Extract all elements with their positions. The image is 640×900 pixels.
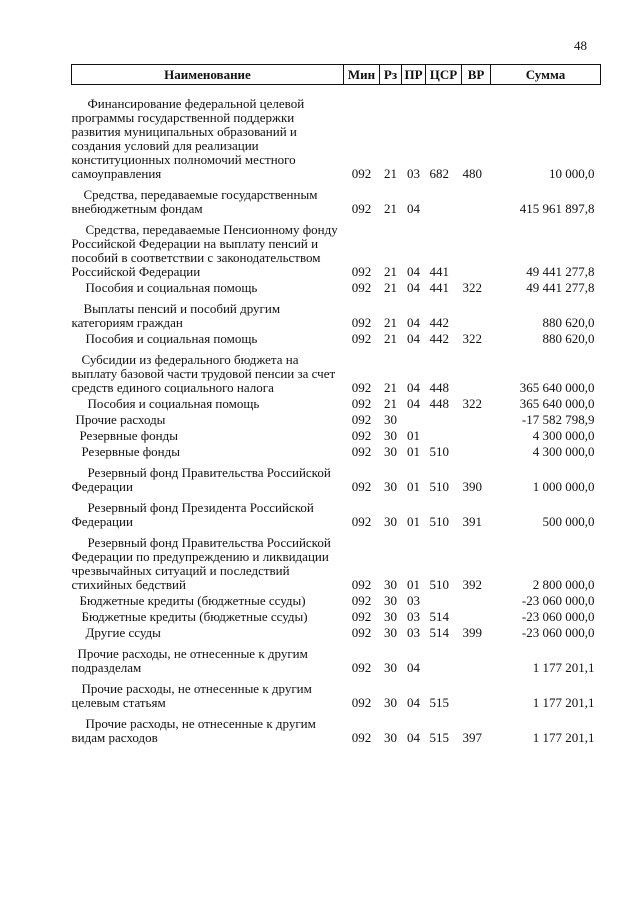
row-csr: 515 [429,730,449,745]
row-sum: 10 000,0 [549,166,595,181]
budget-table [71,64,601,747]
row-name: Пособия и социальная помощь [85,280,258,295]
row-vr [462,677,491,712]
row-csr [426,429,462,445]
row-sum: -23 060 000,0 [521,609,595,624]
row-name: Финансирование федеральной целевой программы государственной поддержки развития муниципальных образований и создания условий для реализации конституционных полномочий местного самоуправления [71,96,305,181]
row-name: Субсидии из федерального бюджета на выплату базовой части трудовой пенсии за счет средств единого социального налога [71,352,336,395]
row-pr: 04 [407,660,420,675]
row-sum: -23 060 000,0 [521,625,595,640]
table-row [72,677,601,712]
row-pr [402,413,426,429]
row-sum: 4 300 000,0 [532,444,595,459]
row-sum: 365 640 000,0 [519,380,595,395]
row-rz: 21 [384,166,397,181]
row-sum: 1 177 201,1 [532,660,595,675]
table-row [72,332,601,348]
row-min: 092 [351,264,372,279]
row-name: Резервный фонд Президента Российской Федерации [71,500,314,529]
row-rz: 30 [384,730,397,745]
row-rz: 30 [384,695,397,710]
row-min: 092 [351,396,372,411]
row-min: 092 [351,479,372,494]
table-row [72,183,601,218]
row-rz: 30 [384,609,397,624]
row-pr: 01 [407,577,420,592]
row-pr: 04 [407,264,420,279]
row-name: Резервный фонд Правительства Российской Федерации по предупреждению и ликвидации чрезвычайных ситуаций и последствий стихийных бедствий [71,535,331,592]
row-pr: 01 [407,514,420,529]
row-name: Другие ссуды [85,625,161,640]
row-csr: 442 [429,315,449,330]
row-csr [426,594,462,610]
header-sum: Сумма [491,65,601,85]
row-vr: 480 [462,166,482,181]
table-row [72,496,601,531]
row-sum: 880 620,0 [542,315,595,330]
row-pr: 04 [407,331,420,346]
header-csr: ЦСР [426,65,462,85]
row-min: 092 [351,593,372,608]
row-vr [462,183,491,218]
row-csr: 515 [429,695,449,710]
table-row [72,85,601,184]
row-rz: 30 [384,593,397,608]
row-pr: 03 [407,593,420,608]
row-sum: 1 177 201,1 [532,695,595,710]
row-rz: 21 [384,264,397,279]
row-pr: 04 [407,315,420,330]
row-csr: 682 [429,166,449,181]
row-vr: 392 [462,577,482,592]
row-sum: 2 800 000,0 [532,577,595,592]
row-csr: 514 [429,609,449,624]
row-sum: 4 300 000,0 [532,428,595,443]
row-vr [462,413,491,429]
row-min: 092 [351,695,372,710]
row-rz: 30 [384,428,397,443]
table-row [72,348,601,397]
table-row [72,429,601,445]
row-min: 092 [351,444,372,459]
table-row [72,218,601,281]
row-rz: 21 [384,201,397,216]
row-rz: 30 [384,479,397,494]
row-rz: 21 [384,396,397,411]
row-pr: 01 [407,428,420,443]
row-pr: 03 [407,609,420,624]
row-csr: 510 [429,444,449,459]
table-row [72,712,601,747]
row-csr [426,642,462,677]
row-min: 092 [351,412,372,427]
row-min: 092 [351,577,372,592]
row-min: 092 [351,730,372,745]
row-min: 092 [351,625,372,640]
row-sum: 49 441 277,8 [526,280,595,295]
row-csr: 448 [429,396,449,411]
row-rz: 30 [384,514,397,529]
table-row [72,461,601,496]
row-min: 092 [351,514,372,529]
row-vr [462,218,491,281]
table-row [72,281,601,297]
row-min: 092 [351,315,372,330]
row-pr: 04 [407,380,420,395]
row-vr [462,610,491,626]
row-name: Выплаты пенсий и пособий другим категориям граждан [71,301,281,330]
header-name: Наименование [72,65,344,85]
row-pr: 04 [407,201,420,216]
row-sum: -23 060 000,0 [521,593,595,608]
row-csr: 514 [429,625,449,640]
row-vr: 322 [462,280,482,295]
header-pr: ПР [402,65,426,85]
row-name: Резервный фонд Правительства Российской Федерации [71,465,331,494]
row-min: 092 [351,609,372,624]
row-rz: 30 [384,412,397,427]
row-pr: 03 [407,166,420,181]
table-row [72,594,601,610]
table-row [72,413,601,429]
row-sum: 365 640 000,0 [519,396,595,411]
table-header [72,65,601,85]
row-min: 092 [351,428,372,443]
row-csr: 448 [429,380,449,395]
row-rz: 30 [384,660,397,675]
row-name: Средства, передаваемые Пенсионному фонду Российской Федерации на выплату пенсий и пособий в соответствии с законодательством Российской Федерации [71,222,338,279]
row-csr: 441 [429,264,449,279]
row-vr: 322 [462,396,482,411]
row-vr [462,429,491,445]
row-csr: 442 [429,331,449,346]
row-pr: 01 [407,444,420,459]
row-min: 092 [351,166,372,181]
row-rz: 21 [384,280,397,295]
row-vr [462,594,491,610]
row-vr: 390 [462,479,482,494]
row-name: Прочие расходы, не отнесенные к другим видам расходов [71,716,316,745]
row-name: Средства, передаваемые государственным внебюджетным фондам [71,187,318,216]
row-csr: 441 [429,280,449,295]
table-row [72,297,601,332]
row-pr: 04 [407,280,420,295]
row-name: Прочие расходы [75,412,166,427]
row-min: 092 [351,380,372,395]
row-vr: 399 [462,625,482,640]
row-rz: 21 [384,315,397,330]
row-csr [426,183,462,218]
row-vr: 391 [462,514,482,529]
header-vr: ВР [462,65,491,85]
header-min: Мин [344,65,380,85]
row-vr: 322 [462,331,482,346]
row-sum: 880 620,0 [542,331,595,346]
row-name: Бюджетные кредиты (бюджетные ссуды) [81,609,308,624]
row-min: 092 [351,660,372,675]
row-pr: 04 [407,396,420,411]
row-csr: 510 [429,577,449,592]
row-pr: 04 [407,695,420,710]
table-row [72,610,601,626]
row-min: 092 [351,280,372,295]
row-sum: 1 000 000,0 [532,479,595,494]
row-name: Резервные фонды [81,444,180,459]
row-sum: -17 582 798,9 [521,412,595,427]
row-rz: 21 [384,331,397,346]
table-row [72,531,601,594]
row-pr: 04 [407,730,420,745]
row-name: Пособия и социальная помощь [87,396,260,411]
row-csr: 510 [429,479,449,494]
row-vr [462,348,491,397]
row-sum: 500 000,0 [542,514,595,529]
row-name: Прочие расходы, не отнесенные к другим подразделам [71,646,308,675]
page-number: 48 [574,38,587,53]
row-min: 092 [351,201,372,216]
row-rz: 30 [384,577,397,592]
row-sum: 415 961 897,8 [519,201,595,216]
row-rz: 30 [384,625,397,640]
row-pr: 03 [407,625,420,640]
row-min: 092 [351,331,372,346]
row-vr [462,642,491,677]
row-vr: 397 [462,730,482,745]
row-vr [462,297,491,332]
header-rz: Рз [380,65,402,85]
row-pr: 01 [407,479,420,494]
row-sum: 1 177 201,1 [532,730,595,745]
row-name: Прочие расходы, не отнесенные к другим целевым статьям [71,681,312,710]
row-name: Бюджетные кредиты (бюджетные ссуды) [79,593,306,608]
table-row [72,397,601,413]
row-name: Резервные фонды [79,428,178,443]
row-sum: 49 441 277,8 [526,264,595,279]
row-csr [426,413,462,429]
table-row [72,626,601,642]
row-rz: 21 [384,380,397,395]
row-rz: 30 [384,444,397,459]
row-name: Пособия и социальная помощь [85,331,258,346]
row-csr: 510 [429,514,449,529]
table-row [72,445,601,461]
table-row [72,642,601,677]
row-vr [462,445,491,461]
